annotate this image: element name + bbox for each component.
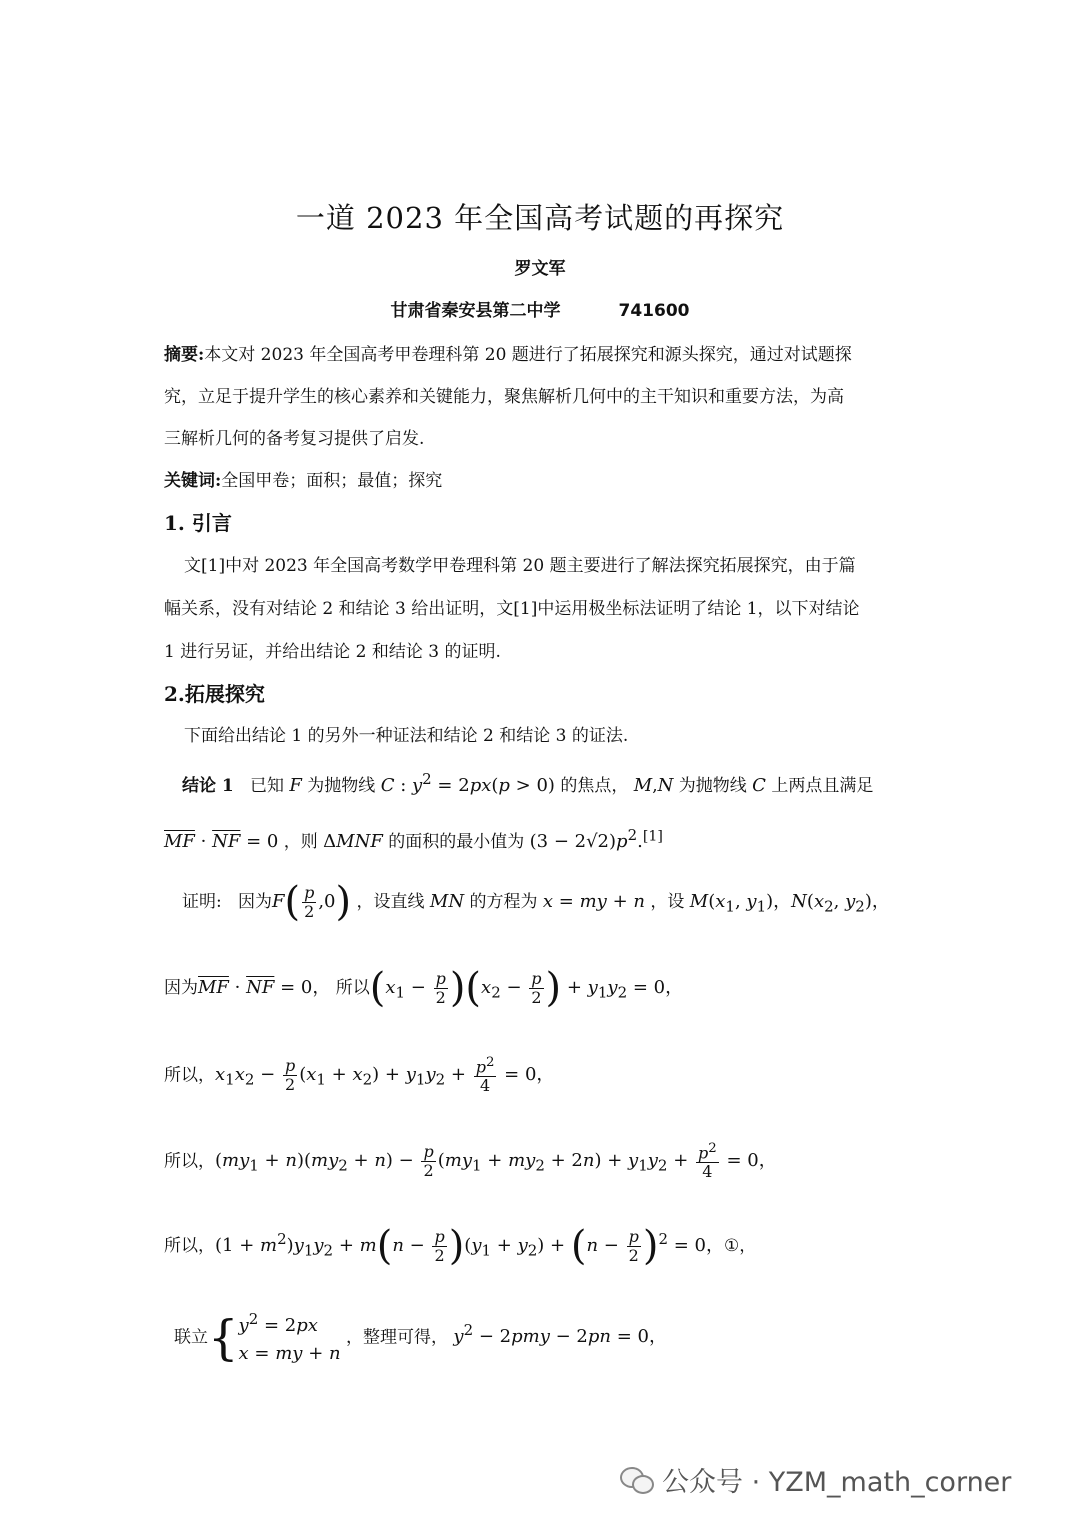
- theorem-1-line-2: $\overline{MF} \cdot \overline{NF} = 0$ ，则 ΔMNF 的面积的最小值为 $(3 - 2√2)p^2.[1]$: [164, 826, 663, 852]
- proof-line-5: 所以，$(1 + m^2)y_1y_2 + m(n$ − $\frac{p}{2}$ )$(y_1 + y_2) + (n$ − $\frac{p}{2}$ )$^2$ = 0，①，: [164, 1223, 757, 1269]
- section-1-line-2: 幅关系，没有对结论 2 和结论 3 给出证明，文[1]中运用极坐标法证明了结论 1，以下对结论: [164, 599, 860, 619]
- proof-line-3: 所以，$x_1x_2$ − $\frac{p}{2}$ $(x_1 + x_2) + y_1y_2$ + $\frac{p^2}{4}$ = 0，: [164, 1055, 555, 1095]
- abstract-line-2: 究，立足于提升学生的核心素养和关键能力，聚焦解析几何中的主干知识和重要方法，为高: [164, 387, 844, 407]
- citation-ref: [1]: [642, 828, 663, 845]
- theorem-label: 结论 1: [182, 776, 234, 796]
- keywords: [164, 466, 442, 491]
- section-2-heading: 2.拓展探究: [164, 682, 265, 706]
- abstract-label: 摘要:: [164, 345, 205, 365]
- affiliation-name: 甘肃省秦安县第二中学: [390, 301, 561, 321]
- abstract-line-3: 三解析几何的备考复习提供了启发.: [164, 429, 425, 449]
- equation-marker: ①，: [723, 1236, 757, 1256]
- author-name: 罗文军: [514, 259, 566, 279]
- proof-line-2: 因为$\overline{MF} \cdot \overline{NF} = 0$， 所以($x_1$ − $\frac{p}{2}$ )($x_2$ − $\frac{p}{2}$ ) + $y_1y_2 = 0$，: [164, 965, 684, 1011]
- section-1-line-1: 文[1]中对 2023 年全国高考数学甲卷理科第 20 题主要进行了解法探究拓展探究，由于篇: [184, 556, 856, 576]
- watermark: [620, 1460, 1011, 1499]
- proof-line-4: 所以，$(my_1 + n)(my_2 + n)$ − $\frac{p}{2}$ $(my_1 + my_2 + 2n) + y_1y_2$ + $\frac{p^2}{4}$ = 0，: [164, 1141, 777, 1181]
- affiliation: [0, 296, 1080, 321]
- section-2-intro: 下面给出结论 1 的另外一种证法和结论 2 和结论 3 的证法.: [184, 726, 629, 746]
- keywords-text: 全国甲卷；面积；最值；探究: [221, 471, 443, 491]
- proof-label: 证明:: [182, 892, 222, 912]
- watermark-text: 公众号 · YZM_math_corner: [662, 1467, 1012, 1498]
- keywords-label: 关键词:: [164, 471, 222, 491]
- abstract-line-1: 摘要:本文对 2023 年全国高考甲卷理科第 20 题进行了拓展探究和源头探究，通过对试题探: [164, 345, 852, 365]
- proof-line-1: 证明: 因为F( $\frac{p}{2}$ ,0) ，设直线 MN 的方程为 x = my + n ，设 $M(x_1$, $y_1$)，$N(x_2$, $y_2$)，: [182, 879, 890, 925]
- proof-line-6: 联立{ $y^2 = 2px$ x = my + n ，整理可得， $y^2 - 2pmy - 2pn = 0$，: [174, 1309, 667, 1366]
- section-1-heading: 1. 引言: [164, 511, 232, 535]
- theorem-1-line-1: 结论 1 已知 F 为抛物线 C : $y^2 = 2px(p > 0)$ 的焦点， M,N 为抛物线 C 上两点且满足: [182, 770, 874, 796]
- postcode: 741600: [618, 301, 690, 321]
- page-title: 一道 2023 年全国高考试题的再探究: [295, 201, 785, 235]
- wechat-icon: [620, 1465, 654, 1495]
- section-1-line-3: 1 进行另证，并给出结论 2 和结论 3 的证明.: [164, 642, 501, 662]
